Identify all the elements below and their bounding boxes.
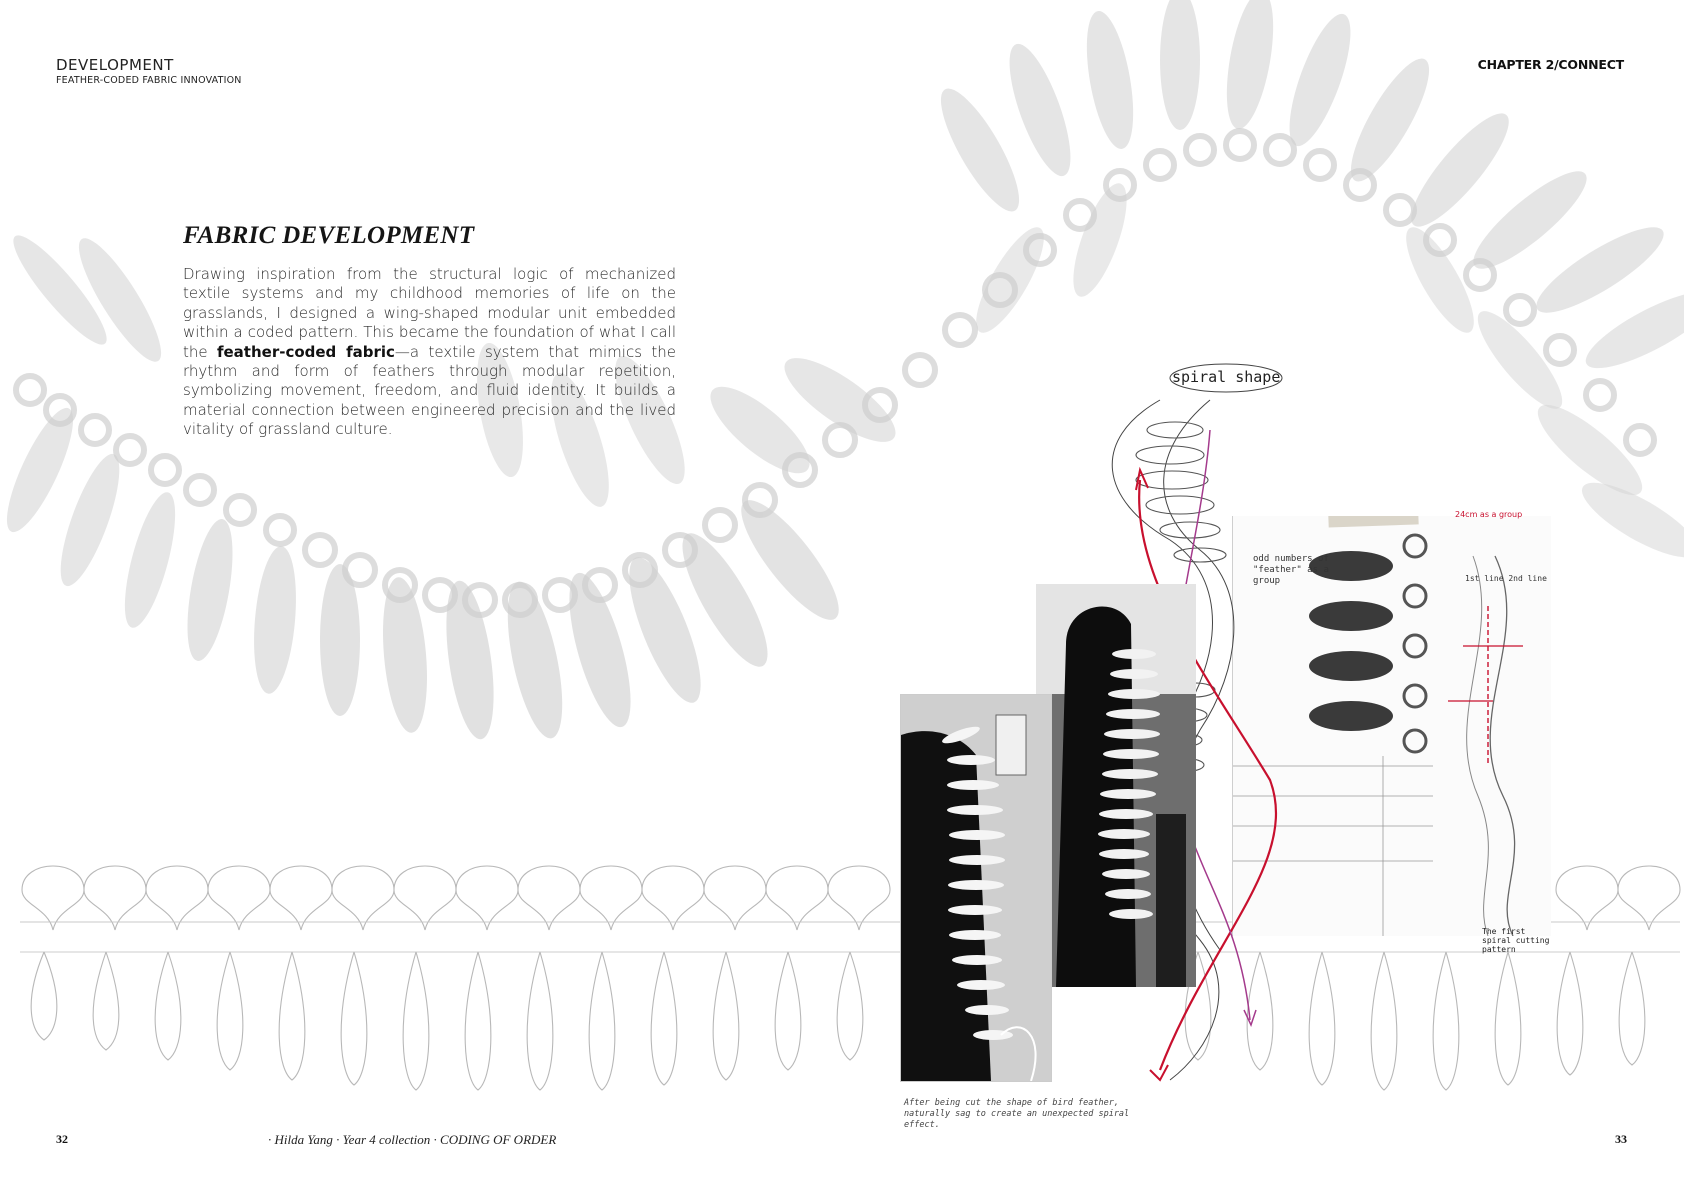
chapter-label: CHAPTER 2/CONNECT	[1477, 57, 1624, 72]
header-section	[56, 56, 242, 86]
page-number-left: 32	[56, 1132, 68, 1146]
model-photo-left	[900, 694, 1052, 1082]
article-title: FABRIC DEVELOPMENT	[183, 222, 475, 249]
section-label: DEVELOPMENT	[56, 56, 174, 74]
odd-numbers-note: odd numbers of "feather" as a group	[1253, 554, 1329, 586]
line-labels-note: 1st line 2nd line	[1465, 574, 1547, 583]
footer-credit: · Hilda Yang · Year 4 collection · CODING OF ORDER	[268, 1132, 557, 1147]
page-number-right: 33	[1615, 1132, 1627, 1146]
photo-caption: After being cut the shape of bird feather, naturally sag to create an unexpected spiral effect.	[904, 1098, 1130, 1130]
spiral-shape-label: spiral shape	[1172, 368, 1281, 386]
body-text-start: Drawing inspiration from the structural logic of mechanized textile systems and my childhood memories of life on the grasslands, I designed a wing-shaped modular unit embedded within a coded pattern. This became the foundation of what I call the	[183, 265, 676, 361]
article-body	[183, 265, 676, 440]
model-photo-right	[1036, 584, 1196, 987]
subsection-label: FEATHER-CODED FABRIC INNOVATION	[56, 75, 242, 86]
group-measure-note: 24cm as a group	[1455, 510, 1523, 519]
first-spiral-note: The first spiral cutting pattern	[1482, 927, 1550, 954]
body-text-end: —a textile system that mimics the rhythm and form of feathers through modular repetition, symbolizing movement, freedom, and fluid identity. It builds a material connection between engineered precision and the lived vitality of grassland culture.	[183, 342, 676, 439]
body-text-emphasis: feather-coded fabric	[216, 342, 395, 361]
